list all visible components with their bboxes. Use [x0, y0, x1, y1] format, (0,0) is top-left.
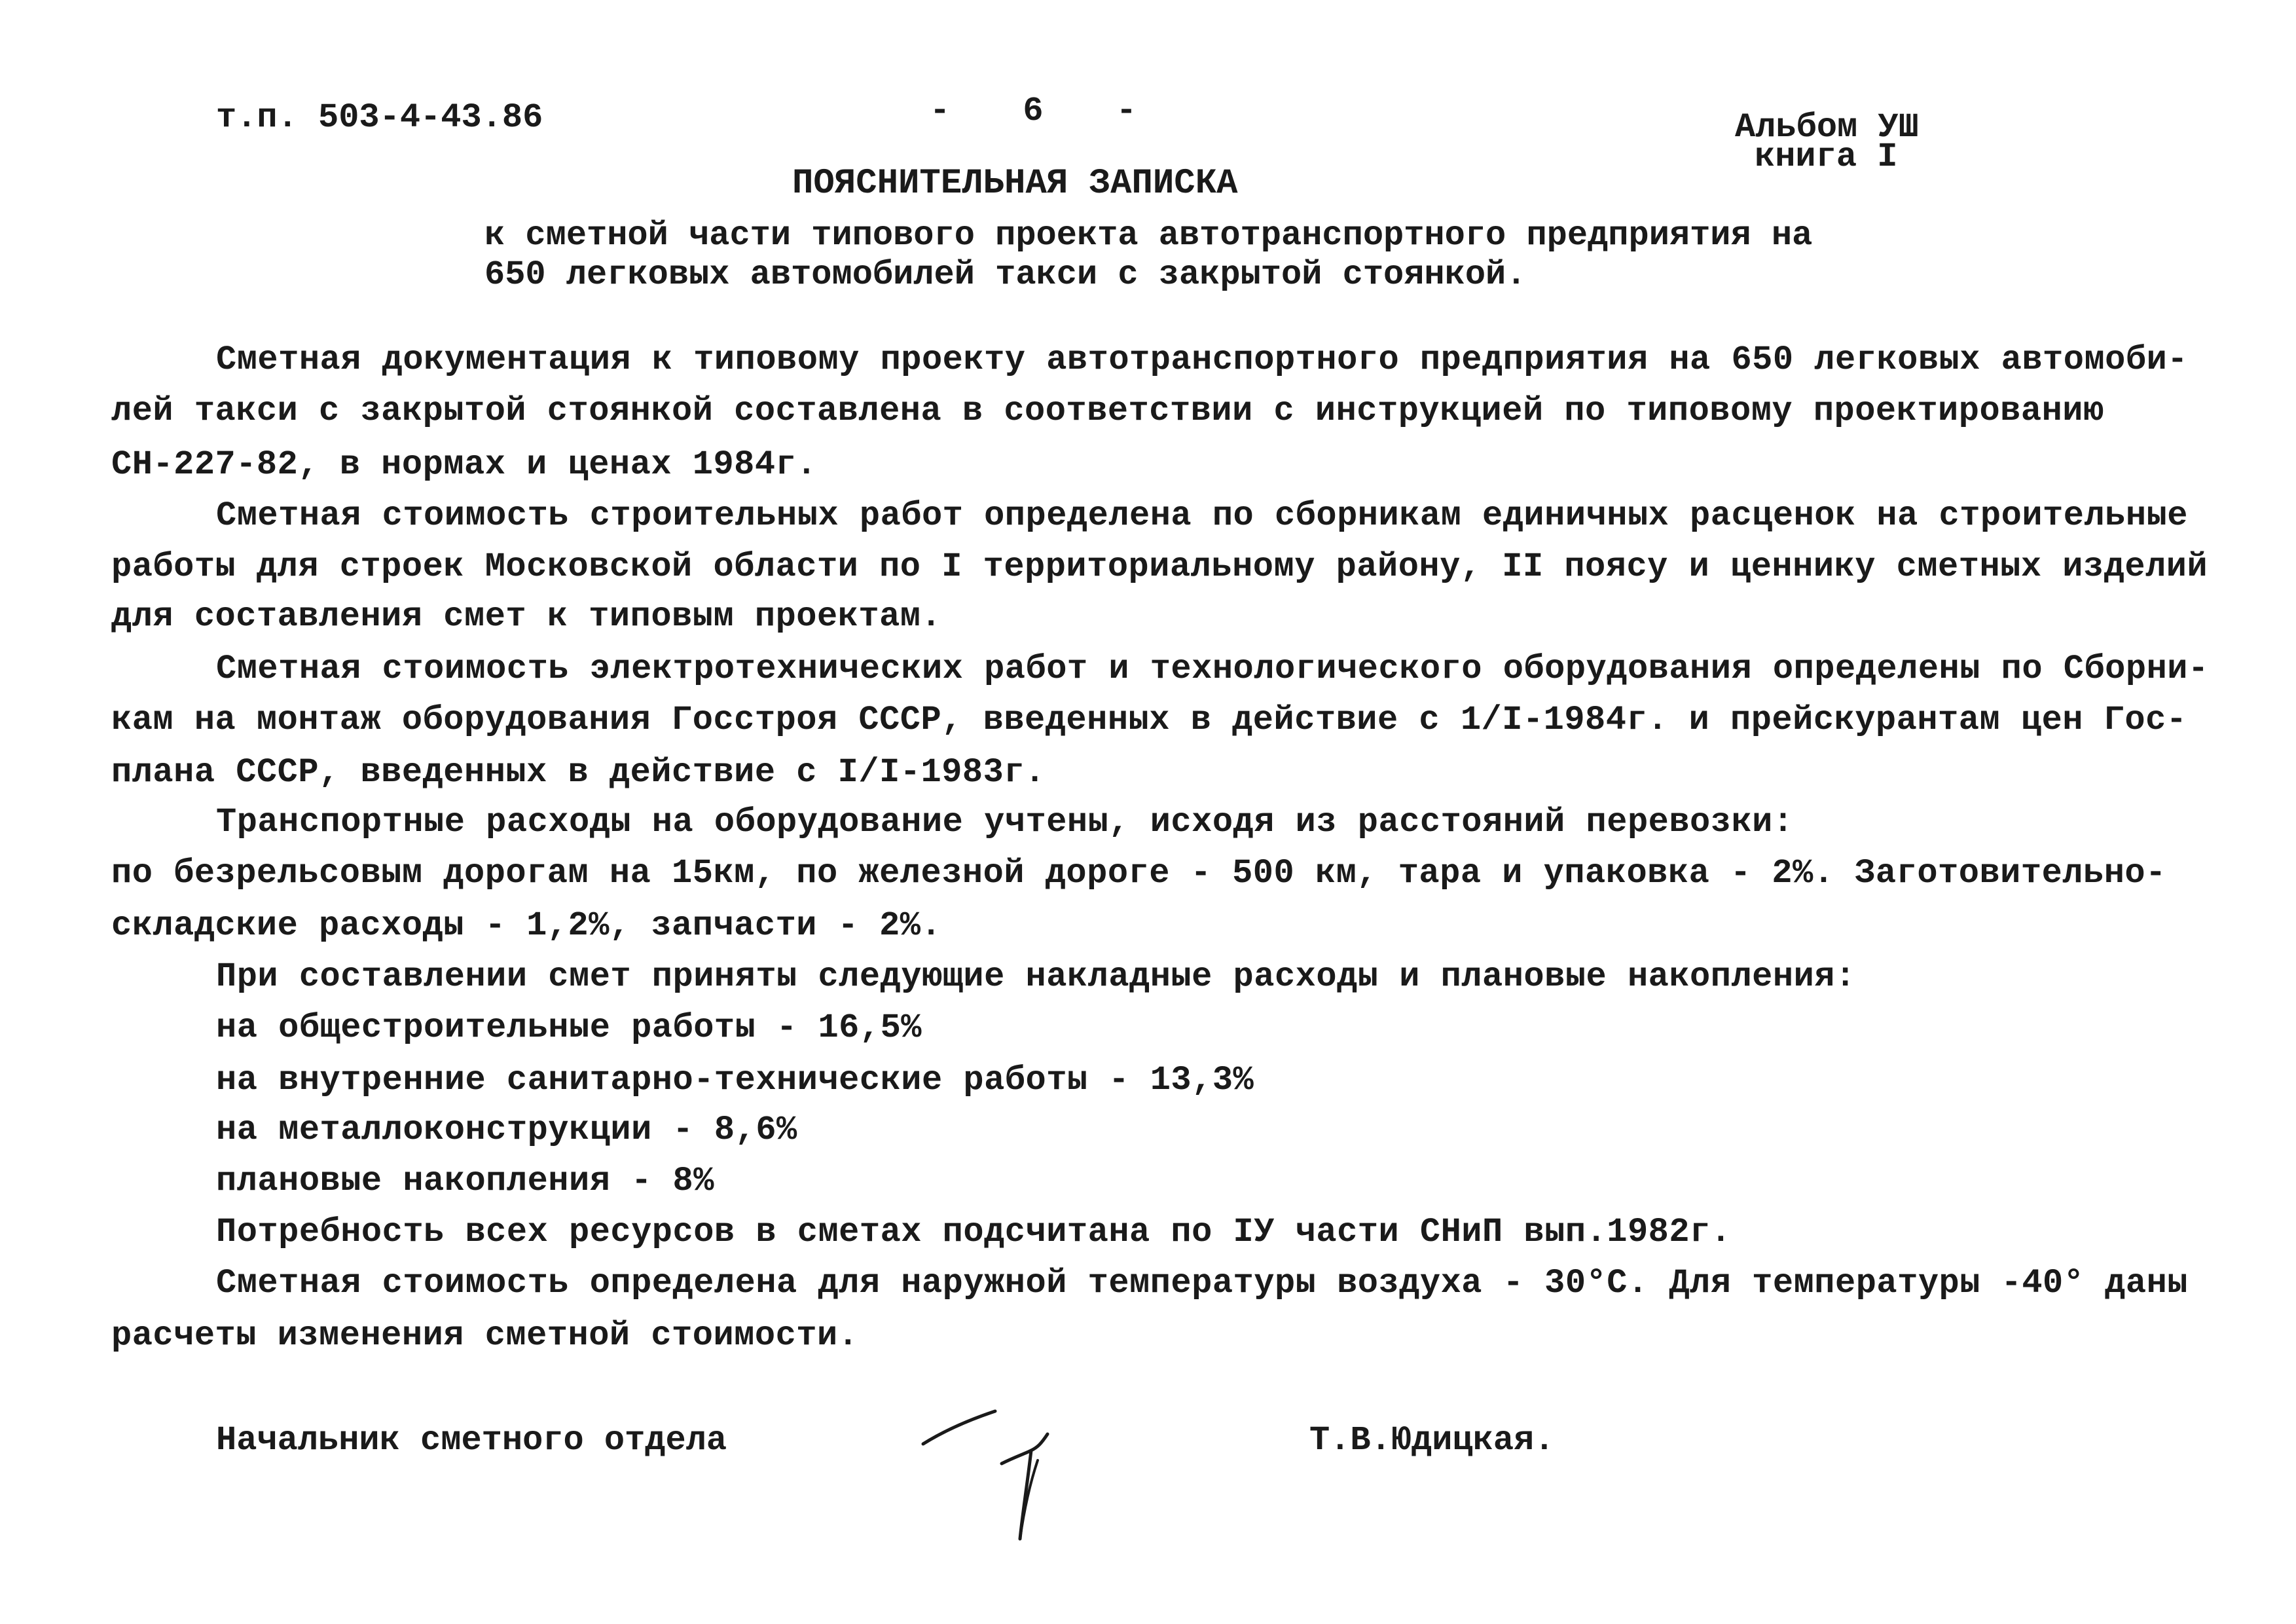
body-line: Транспортные расходы на оборудование учтены, исходя из расстояний перевозки:	[216, 803, 1794, 841]
body-line: СН-227-82, в нормах и ценах 1984г.	[111, 445, 817, 484]
body-line: на внутренние санитарно-технические работы - 13,3%	[216, 1061, 1254, 1099]
body-line: Сметная документация к типовому проекту автотранспортного предприятия на 650 легковых автомоби-	[216, 341, 2188, 379]
signatory-name: Т.В.Юдицкая.	[1309, 1421, 1555, 1460]
body-line: Сметная стоимость строительных работ определена по сборникам единичных расценок на строительные	[216, 496, 2188, 535]
album-label: Альбом УШ	[1735, 108, 1919, 147]
body-line: плановые накопления - 8%	[216, 1162, 714, 1200]
body-line: для составления смет к типовым проектам.	[111, 597, 942, 636]
body-line: Сметная стоимость определена для наружной температуры воздуха - 30°С. Для температуры -40° даны	[216, 1264, 2188, 1302]
body-line: расчеты изменения сметной стоимости.	[111, 1316, 859, 1355]
page-number: - 6 -	[930, 92, 1163, 130]
handwritten-signature	[910, 1388, 1080, 1552]
body-line: плана СССР, введенных в действие с I/I-1983г.	[111, 753, 1046, 792]
book-label: книга I	[1755, 138, 1898, 176]
subtitle-line-2: 650 легковых автомобилей такси с закрытой стоянкой.	[484, 255, 1527, 294]
body-line: на общестроительные работы - 16,5%	[216, 1008, 922, 1047]
document-title: ПОЯСНИТЕЛЬНАЯ ЗАПИСКА	[792, 164, 1238, 204]
subtitle-line-1: к сметной части типового проекта автотранспортного предприятия на	[484, 216, 1813, 255]
document-code: т.п. 503-4-43.86	[216, 98, 543, 137]
body-line: Потребность всех ресурсов в сметах подсчитана по IУ части СНиП вып.1982г.	[216, 1213, 1732, 1251]
body-line: При составлении смет приняты следующие накладные расходы и плановые накопления:	[216, 957, 1856, 996]
body-line: кам на монтаж оборудования Госстроя СССР, введенных в действие с 1/I-1984г. и прейскурантам цен Гос-	[111, 701, 2187, 739]
signatory-position: Начальник сметного отдела	[216, 1421, 727, 1460]
body-line: Сметная стоимость электротехнических работ и технологического оборудования определены по Сборни-	[216, 650, 2209, 688]
body-line: работы для строек Московской области по I территориальному району, II поясу и ценнику сметных изделий	[111, 547, 2208, 586]
body-line: по безрельсовым дорогам на 15км, по железной дороге - 500 км, тара и упаковка - 2%. Заготовительно-	[111, 854, 2166, 893]
body-line: лей такси с закрытой стоянкой составлена в соответствии с инструкцией по типовому проектированию	[111, 392, 2104, 430]
body-line: на металлоконструкции - 8,6%	[216, 1111, 797, 1149]
body-line: складские расходы - 1,2%, запчасти - 2%.	[111, 906, 942, 945]
